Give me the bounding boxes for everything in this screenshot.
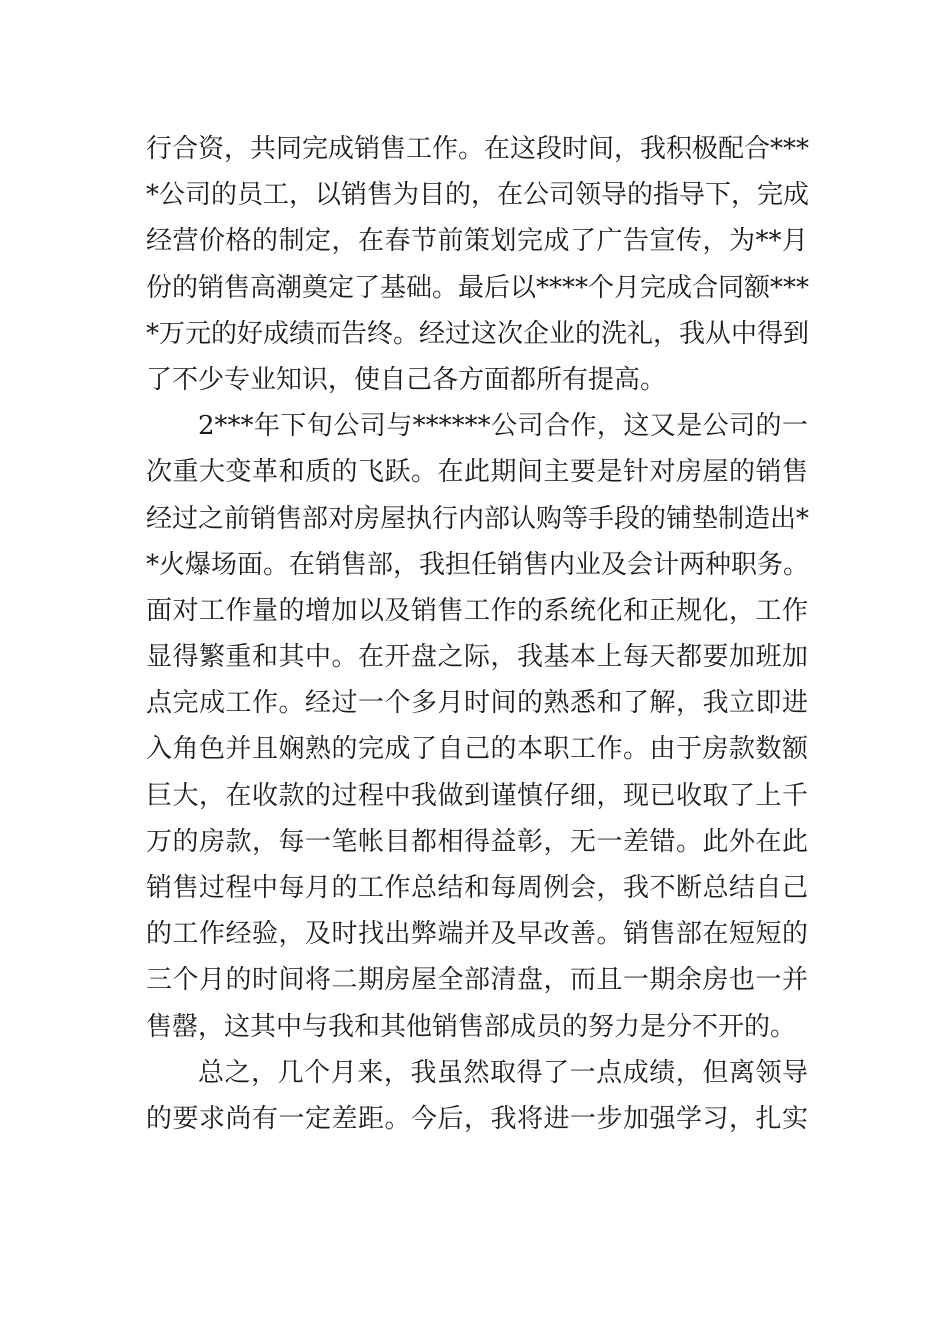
text-line: *火爆场面。在销售部，我担任销售内业及会计两种职务。 (146, 549, 810, 580)
text-line: 巨大，在收款的过程中我做到谨慎仔细，现已收取了上千 (146, 780, 808, 811)
text-line: 入角色并且娴熟的完成了自己的本职工作。由于房款数额 (146, 734, 808, 765)
text-line: *万元的好成绩而告终。经过这次企业的洗礼，我从中得到 (146, 318, 810, 349)
text-line: 销售过程中每月的工作总结和每周例会，我不断总结自己 (146, 873, 808, 903)
body-text (146, 126, 808, 1142)
text-line: 次重大变革和质的飞跃。在此期间主要是针对房屋的销售 (146, 457, 808, 488)
text-line: *公司的员工，以销售为目的，在公司领导的指导下，完成 (146, 180, 810, 211)
text-line: 了不少专业知识，使自己各方面都所有提高。 (146, 364, 667, 395)
text-line: 份的销售高潮奠定了基础。最后以****个月完成合同额*** (146, 272, 810, 303)
text-line: 面对工作量的增加以及销售工作的系统化和正规化，工作 (146, 595, 808, 626)
text-line: 显得繁重和其中。在开盘之际，我基本上每天都要加班加 (146, 642, 808, 673)
text-line: 三个月的时间将二期房屋全部清盘，而且一期余房也一并 (146, 965, 808, 996)
text-line: 点完成工作。经过一个多月时间的熟悉和了解，我立即进 (146, 688, 808, 719)
paragraph-first-line: 总之，几个月来，我虽然取得了一点成绩，但离领导 (198, 1057, 808, 1088)
text-line: 万的房款，每一笔帐目都相得益彰，无一差错。此外在此 (146, 826, 808, 857)
text-line: 经营价格的制定，在春节前策划完成了广告宣传，为**月 (146, 226, 808, 257)
text-line: 的要求尚有一定差距。今后，我将进一步加强学习，扎实 (146, 1103, 808, 1134)
paragraph-first-line: 2***年下旬公司与******公司合作，这又是公司的一 (198, 411, 808, 442)
text-line: 售罄，这其中与我和其他销售部成员的努力是分不开的。 (146, 1011, 797, 1042)
text-line: 的工作经验，及时找出弊端并及早改善。销售部在短短的 (146, 919, 808, 950)
text-line: 经过之前销售部对房屋执行内部认购等手段的铺垫制造出* (146, 503, 810, 534)
text-line: 行合资，共同完成销售工作。在这段时间，我积极配合*** (146, 134, 810, 164)
